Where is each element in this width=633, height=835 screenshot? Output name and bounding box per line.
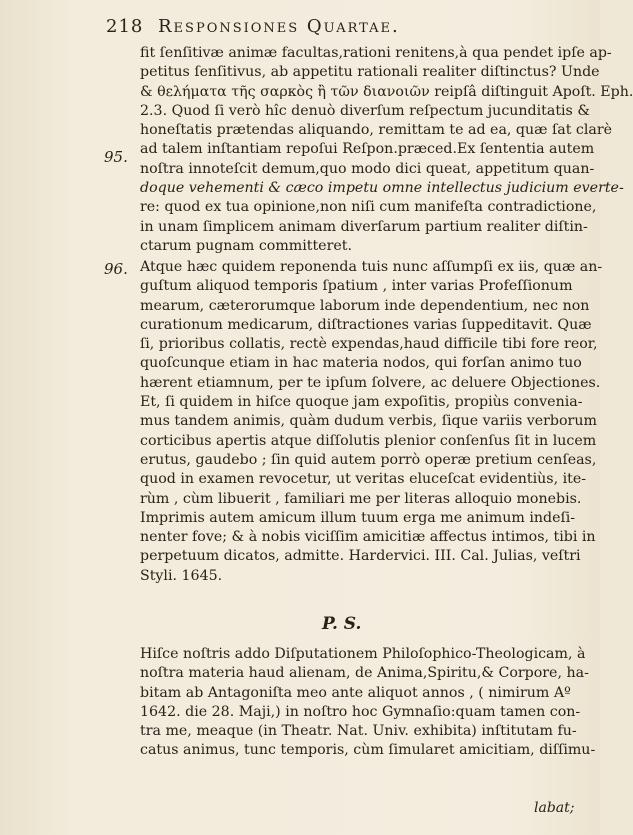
text-line: quod in examen revocetur, ut veritas eluceſcat evidentiùs, ite- xyxy=(140,471,587,488)
text-line: Atque hæc quidem reponenda tuis nunc aſſumpſi ex iis, quæ an- xyxy=(140,259,603,275)
text-line: mus tandem animis, quàm dudum verbis, ſique variis verborum xyxy=(140,413,597,430)
text-line: ſi, prioribus collatis, rectè expendas,haud difficile tibi fore reor, xyxy=(140,336,598,353)
page-header xyxy=(106,14,536,42)
text-line: 1642. die 28. Maji,) in noſtro hoc Gymnaſio:quam tamen con- xyxy=(140,703,581,720)
text-line: noſtra innoteſcit demum,quo modo dici queat, appetitum quan- xyxy=(140,160,595,177)
text-line: rùm , cùm libuerit , familiari me per literas alloquio monebis. xyxy=(140,490,582,507)
text-line: mearum, cæterorumque laborum inde dependentium, nec non xyxy=(140,297,590,314)
paragraph-3 xyxy=(140,645,596,761)
catchword: labat; xyxy=(534,800,575,816)
text-line: guſtum aliquod temporis ſpatium , inter varias Profeſſionum xyxy=(140,278,573,295)
text-line: Et, ſi quidem in hiſce quoque jam expoſitis, propiùs convenia- xyxy=(140,394,583,411)
text-line: petitus ſenſitivus, ab appetitu rationali realiter diſtinctus? Unde xyxy=(140,64,600,81)
page-number: 218 xyxy=(106,16,144,37)
text-line: Imprimis autem amicum illum tuum erga me animum indeſi- xyxy=(140,509,576,526)
text-line: & θελήματα τῆς σαρκὸς ἢ τῶν διανοιῶν reipſâ diſtinguit Apoſt. Eph. xyxy=(140,83,633,100)
text-line: Hiſce noſtris addo Diſputationem Philoſophico-Theologicam, à xyxy=(140,646,586,662)
text-line: in unam ſimplicem animam diverſarum partium realiter diſtin- xyxy=(140,218,588,235)
text-line: honeſtatis prætendas aliquando, remittam te ad ea, quæ ſat clarè xyxy=(140,122,613,139)
margin-number-95: 95. xyxy=(104,148,128,166)
text-line: fit ſenſitivæ animæ facultas,rationi renitens,à qua pendet ipſe ap- xyxy=(140,45,612,61)
text-line: erutus, gaudebo ; ſin quid autem porrò operæ pretium cenſeas, xyxy=(140,451,597,468)
text-line: ctarum pugnam committeret. xyxy=(140,237,352,254)
text-line: hærent etiamnum, per te ipſum ſolvere, ac deluere Objectiones. xyxy=(140,374,601,391)
text-line: perpetuum dicatos, admitte. Hardervici. III. Cal. Julias, veſtri xyxy=(140,548,581,565)
text-line: Styli. 1645. xyxy=(140,567,223,584)
running-title: Responsiones Quartae. xyxy=(158,16,400,37)
text-line: doque vehementi & cæco impetu omne intellectus judicium everte- xyxy=(140,180,624,197)
postscript-heading: P. S. xyxy=(322,614,362,634)
text-line: tra me, meaque (in Theatr. Nat. Univ. exhibita) inſtitutam fu- xyxy=(140,723,577,740)
text-line: bitam ab Antagoniſta meo ante aliquot annos , ( nimirum Aº xyxy=(140,684,571,701)
margin-number-96: 96. xyxy=(104,260,128,278)
text-line: quoſcunque etiam in hac materia nodos, qui forſan animo tuo xyxy=(140,355,582,372)
text-line: 2.3. Quod ſi verò hîc denuò diverſum reſpectum jucunditatis & xyxy=(140,102,590,119)
paragraph-2 xyxy=(140,258,603,586)
text-line: noſtra materia haud alienam, de Anima,Spiritu,& Corpore, ha- xyxy=(140,665,589,682)
text-line: re: quod ex tua opinione,non niſi cum manifeſta contradictione, xyxy=(140,199,597,216)
text-line: catus animus, tunc temporis, cùm ſimularet amicitiam, diſſimu- xyxy=(140,742,596,759)
paragraph-1 xyxy=(140,44,633,256)
text-line: nenter fove; & à nobis viciſſim amicitiæ affectus intimos, tibi in xyxy=(140,529,596,546)
text-line: ad talem inſtantiam repoſui Reſpon.præced.Ex ſententia autem xyxy=(140,141,595,158)
text-line: corticibus apertis atque diſſolutis plenior conſenſus ſit in lucem xyxy=(140,432,597,449)
text-line: curationum medicarum, diſtractiones varias ſuppeditavit. Quæ xyxy=(140,316,592,333)
